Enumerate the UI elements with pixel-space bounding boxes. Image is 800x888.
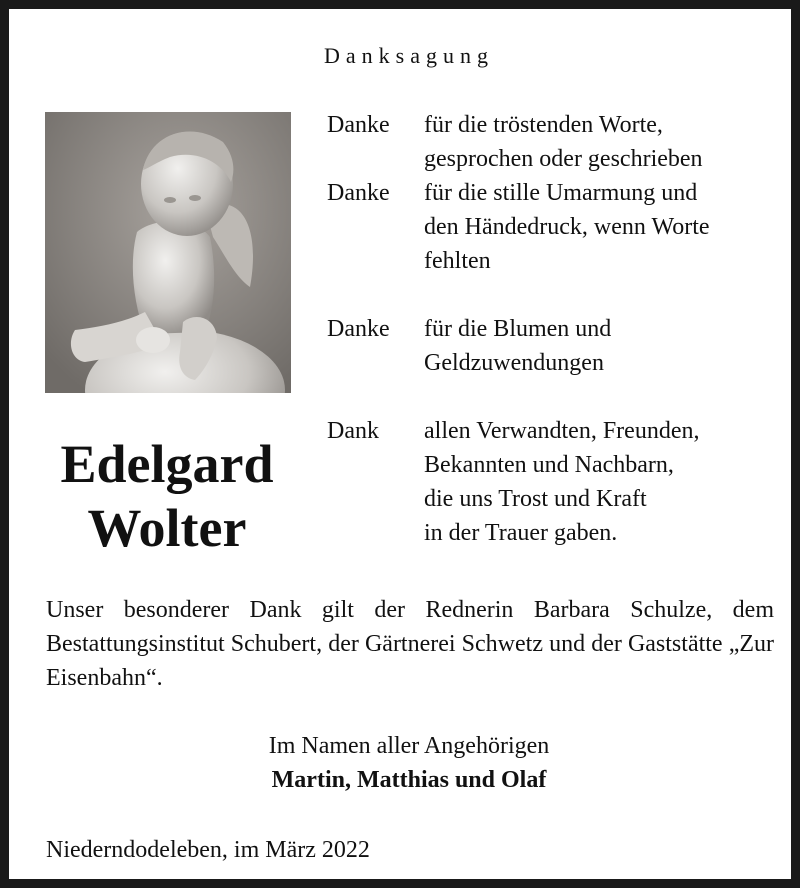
notice-heading: Danksagung [324,43,494,68]
thanks-text: für die Blumen und Geldzuwendungen [424,316,612,376]
thanks-text: für die tröstenden Worte, gesprochen oder geschrieben [424,112,703,172]
thanks-item [327,312,797,380]
deceased-name [29,432,305,560]
thanks-keyword: Danke [327,112,390,138]
thanks-keyword: Dank [327,418,379,444]
deceased-last-name: Wolter [87,498,247,558]
thanks-item [327,414,797,550]
special-thanks-paragraph: Unser besonderer Dank gilt der Rednerin Barbara Schulze, dem Bestattungsinstitut Schubert, der Gärtnerei Schwetz und der Gaststätte „Zur Eisenbahn“. [46,597,774,691]
place-date: Niederndodeleben, im März 2022 [46,837,370,863]
signoff-names: Martin, Matthias und Olaf [271,767,547,793]
signoff [9,729,800,797]
deceased-first-name: Edelgard [60,434,274,494]
thanks-keyword: Danke [327,316,390,342]
angel-statue-photo [45,112,291,393]
thanks-item [327,108,797,176]
thanks-keyword: Danke [327,180,390,206]
thanks-text: für die stille Umarmung und den Händedruck, wenn Worte fehlten [424,180,710,274]
thanks-item [327,176,797,278]
thanks-text: allen Verwandten, Freunden, Bekannten und Nachbarn, die uns Trost und Kraft in der Trauer gaben. [424,418,700,546]
signoff-line: Im Namen aller Angehörigen [268,733,550,759]
thanks-list [327,108,797,550]
